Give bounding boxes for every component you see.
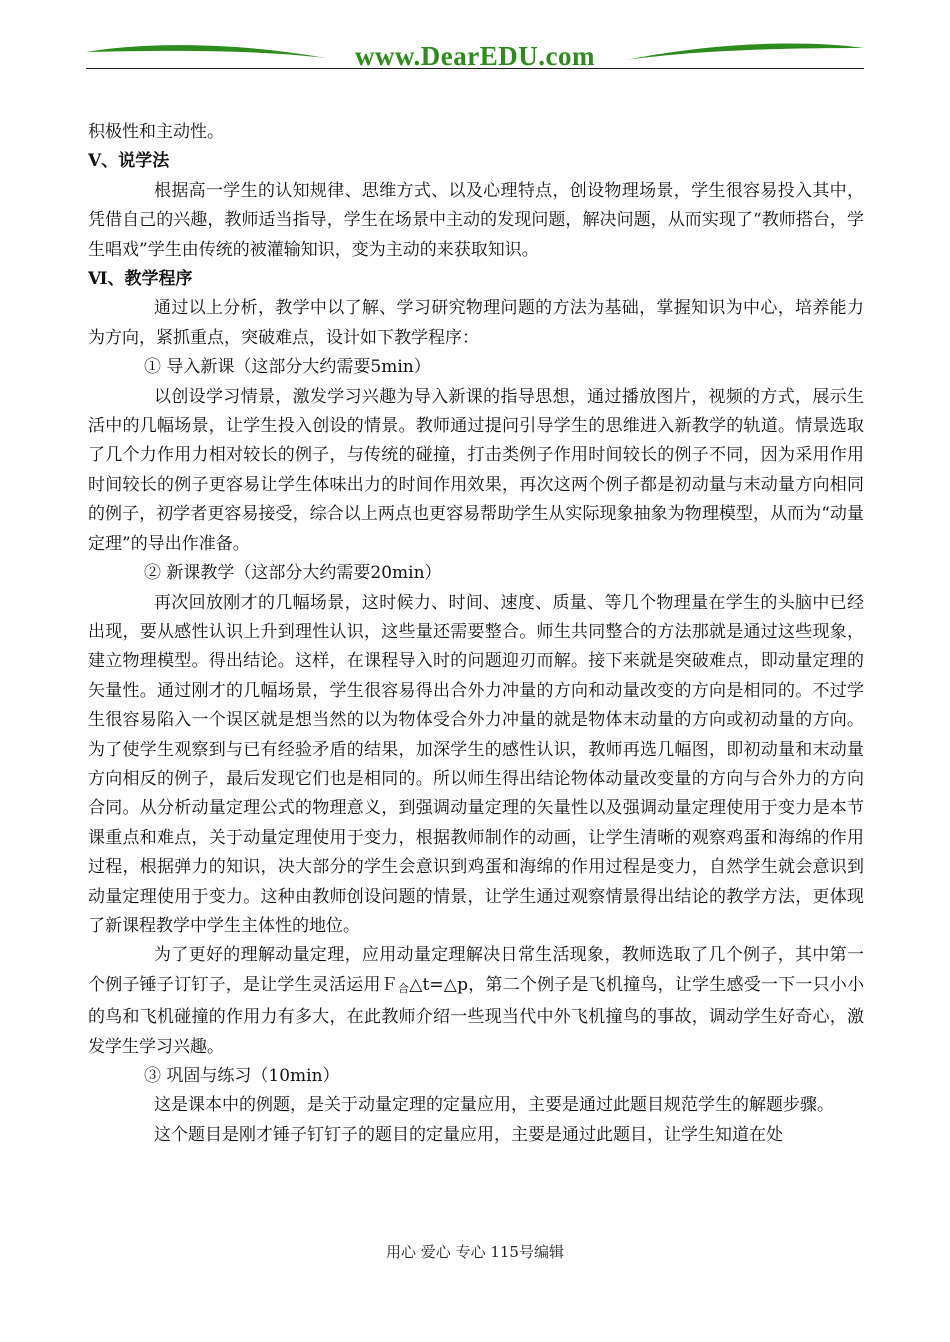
- body-paragraph: 这是课本中的例题，是关于动量定理的定量应用，主要是通过此题目规范学生的解题步骤。: [154, 1095, 834, 1116]
- document-body: [88, 118, 864, 1150]
- procedure-step: ① 导入新课（这部分大约需要5min）: [144, 357, 431, 378]
- paragraph-text: △t=△p，第二个例子是飞机撞鸟，让学生感受一下一只小小的鸟和飞机碰撞的作用力有多大，在此教师介绍一些现当代中外飞机撞鸟的事故，调动学生好奇心，激发学生学习兴趣。: [88, 974, 865, 1057]
- body-paragraph: [88, 941, 864, 1062]
- formula-subscript: 合: [397, 981, 410, 995]
- header-divider: [86, 68, 864, 69]
- body-paragraph: 这个题目是刚才锤子钉钉子的题目的定量应用，主要是通过此题目，让学生知道在处: [154, 1124, 783, 1145]
- section-heading: Ⅵ、教学程序: [88, 269, 193, 290]
- paragraph-text: 为了更好的理解动量定理，应用动量定理解决日常生活现象，教师选取了几个例子，其中第一个例子锤子订钉子，是让学生灵活运用Ｆ: [88, 945, 864, 995]
- body-paragraph: 再次回放刚才的几幅场景，这时候力、时间、速度、质量、等几个物理量在学生的头脑中已经出现，要从感性认识上升到理性认识，这些量还需要整合。师生共同整合的方法那就是通过这些现象，建立物理模型。得出结论。这样，在课程导入时的问题迎刃而解。接下来就是突破难点，即动量定理的矢量性。通过刚才的几幅场景，学生很容易得出合外力冲量的方向和动量改变的方向是相同的。不过学生很容易陷入一个误区就是想当然的以为物体受合外力冲量的就是物体末动量的方向或初动量的方向。为了使学生观察到与已有经验矛盾的结果，加深学生的感性认识，教师再选几幅图，即初动量和末动量方向相反的例子，最后发现它们也是相同的。所以师生得出结论物体动量改变量的方向与合外力的方向合同。从分析动量定理公式的物理意义，到强调动量定理的矢量性以及强调动量定理使用于变力是本节课重点和难点，关于动量定理使用于变力，根据教师制作的动画，让学生清晰的观察鸡蛋和海绵的作用过程，根据弹力的知识，决大部分的学生会意识到鸡蛋和海绵的作用过程是变力，自然学生就会意识到动量定理使用于变力。这种由教师创设问题的情景，让学生通过观察情景得出结论的教学方法，更体现了新课程教学中学生主体性的地位。: [88, 592, 864, 936]
- procedure-step: ③ 巩固与练习（10min）: [144, 1066, 340, 1086]
- procedure-step: ② 新课教学（这部分大约需要20min）: [144, 563, 442, 584]
- body-paragraph: 以创设学习情景，激发学习兴趣为导入新课的指导思想，通过播放图片，视频的方式，展示生活中的几幅场景，让学生投入创设的情景。教师通过提问引导学生的思维进入新教学的轨道。情景选取了几个力作用力相对较长的例子，与传统的碰撞，打击类例子作用时间较长的例子不同，因为采用作用时间较长的例子更容易让学生体味出力的时间作用效果，再次这两个例子都是初动量与末动量方向相同的例子，初学者更容易接受，综合以上两点也更容易帮助学生从实际现象抽象为物理模型，从而为“动量定理”的导出作准备。: [88, 386, 864, 554]
- site-logo-text: www.DearEDU.com: [355, 41, 595, 71]
- body-paragraph: 根据高一学生的认知规律、思维方式、以及心理特点，创设物理场景，学生很容易投入其中，凭借自己的兴趣，教师适当指导，学生在场景中主动的发现问题，解决问题，从而实现了“教师搭台，学生唱戏”学生由传统的被灌输知识，变为主动的来获取知识。: [88, 180, 864, 260]
- body-paragraph: 积极性和主动性。: [88, 122, 224, 142]
- page-footer: 用心 爱心 专心 115号编辑: [386, 1243, 564, 1261]
- site-header-banner: [86, 38, 864, 72]
- body-paragraph: 通过以上分析，教学中以了解、学习研究物理问题的方法为基础，掌握知识为中心，培养能力为方向，紧抓重点，突破难点，设计如下教学程序：: [88, 298, 864, 348]
- section-heading: Ⅴ、说学法: [88, 151, 170, 172]
